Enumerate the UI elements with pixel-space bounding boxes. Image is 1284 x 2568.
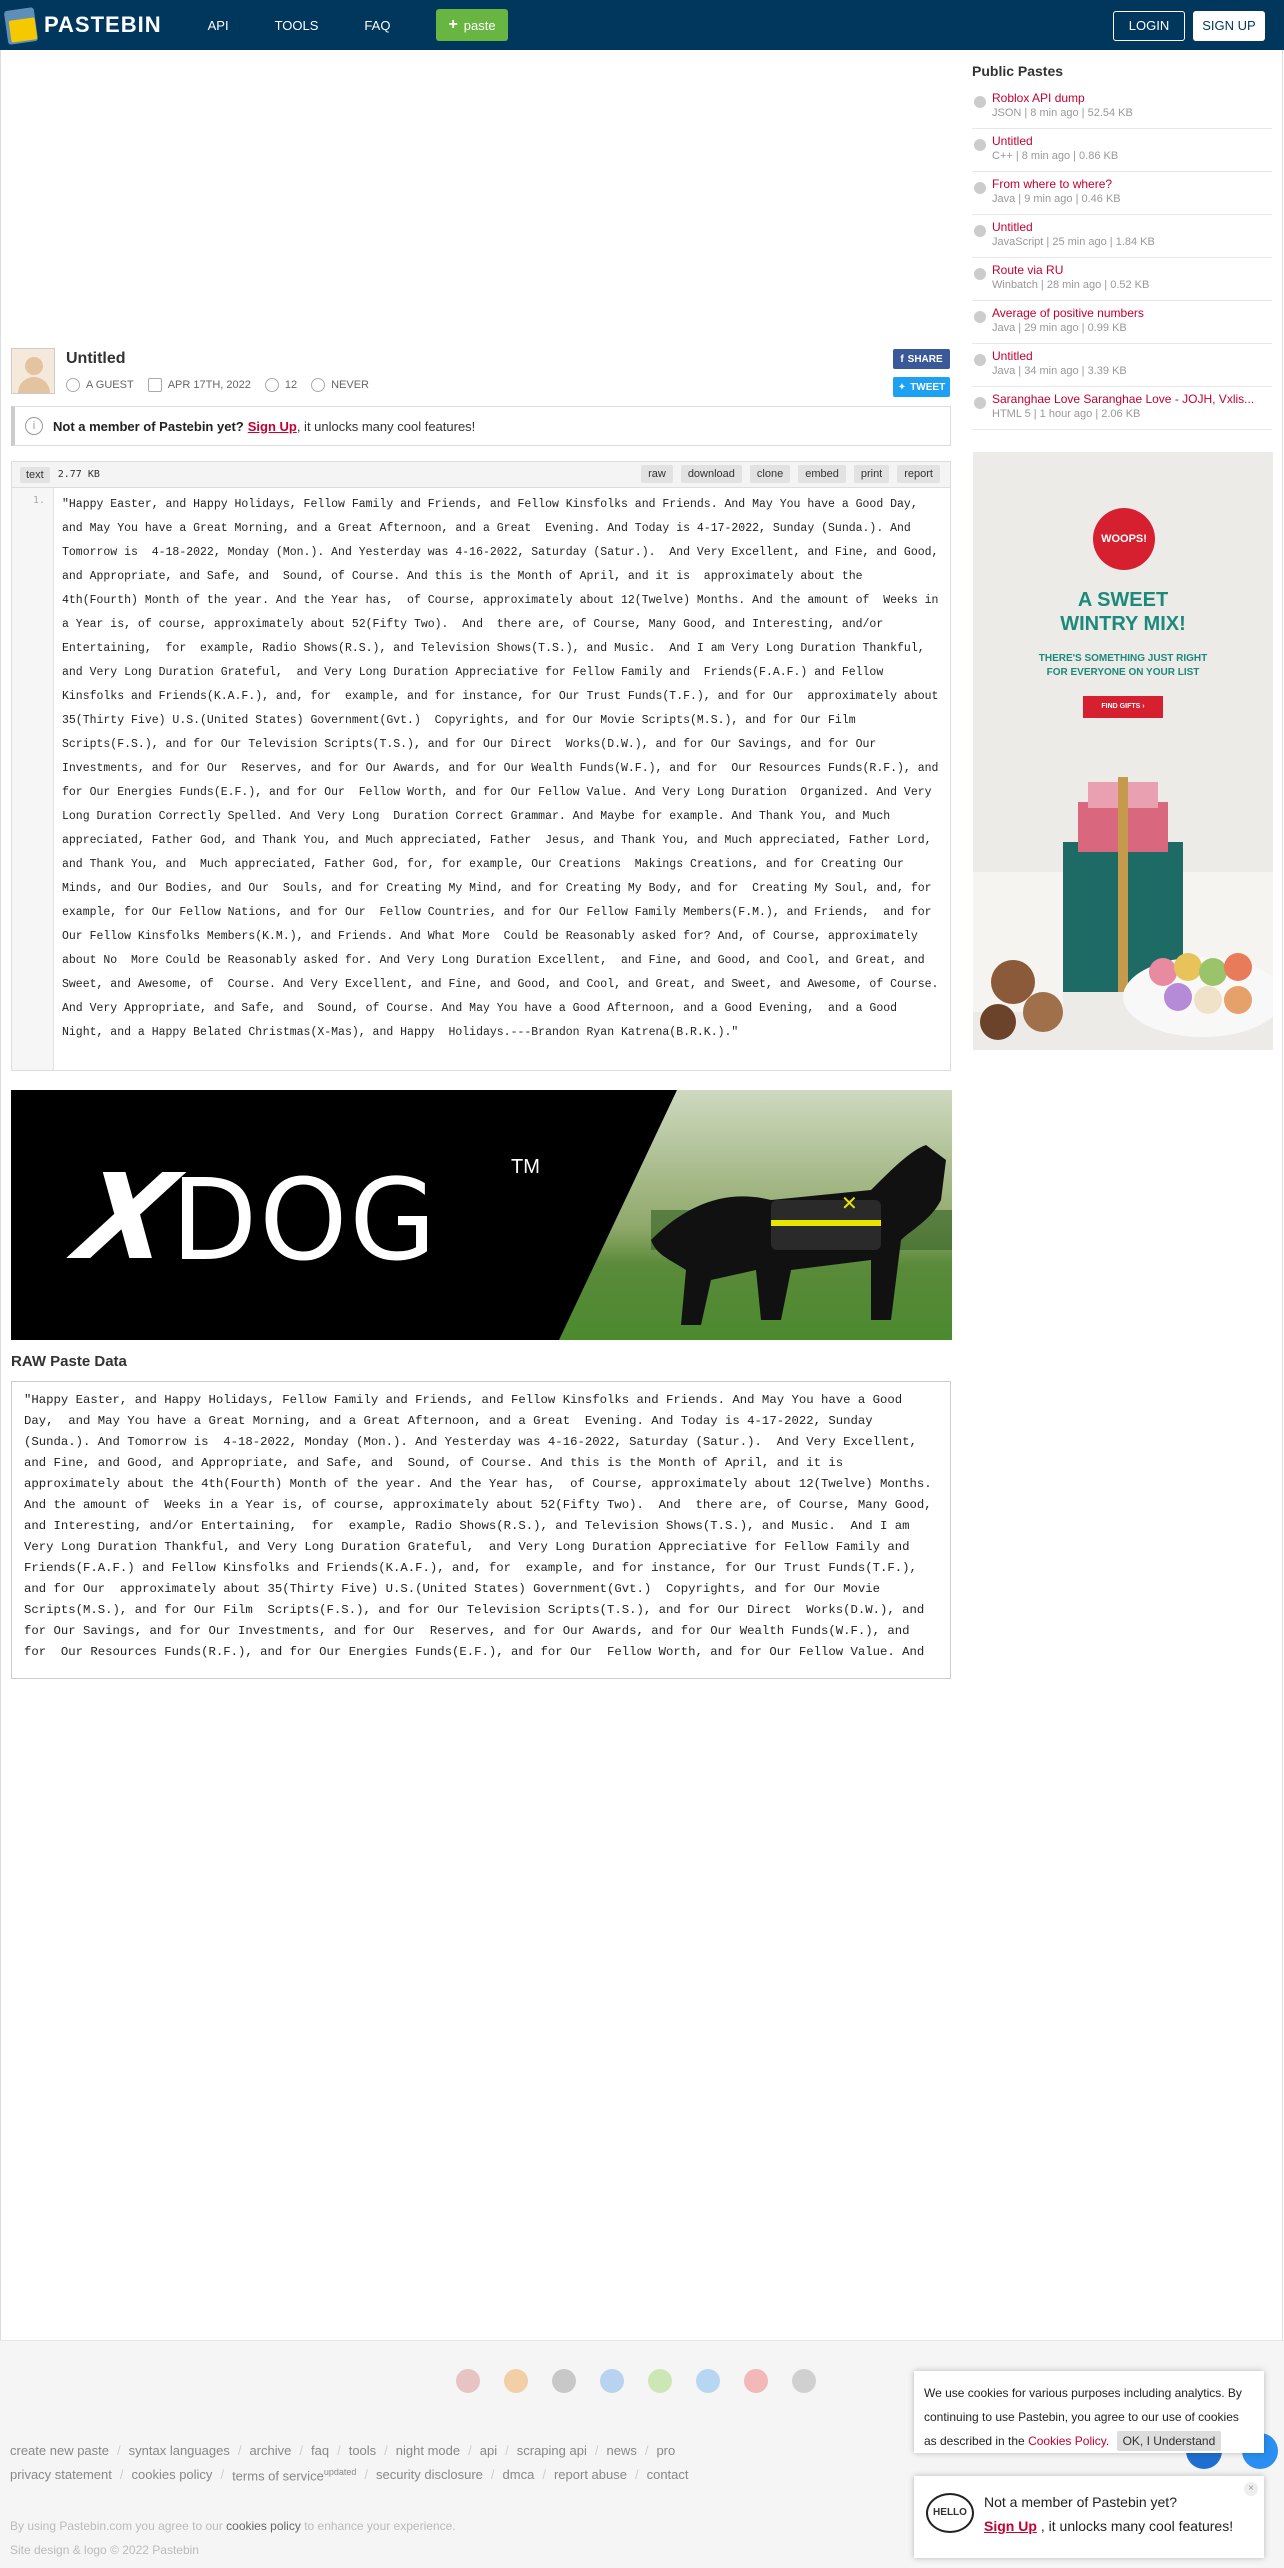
footer-link[interactable]: syntax languages [128,2443,230,2458]
paste-expiry: NEVER [331,379,369,391]
nav-tools[interactable]: TOOLS [274,17,319,33]
paste-views: 12 [284,379,298,391]
paste-size: 2.77 KB [57,469,100,480]
tos-updated-sup: updated [323,2467,357,2477]
ad-headline-line1: A SWEET [1077,589,1169,611]
paste-icon [974,182,986,194]
linux-icon[interactable] [792,2369,816,2393]
member-notice [11,406,951,446]
paste-code-box [11,461,951,1071]
facebook-icon: f [900,353,904,365]
notice-rest: , it unlocks many cool features! [296,418,476,434]
facebook-share-button[interactable] [893,349,950,369]
main-nav [208,9,508,41]
chrome-icon[interactable] [456,2369,480,2393]
paste-meta: Java | 29 min ago | 0.99 KB [992,322,1127,334]
nav-faq[interactable]: FAQ [364,17,391,33]
logo-text: PASTEBIN [44,12,162,37]
code-actions [633,465,940,483]
browser-apps [456,2369,840,2393]
paste-meta: C++ | 8 min ago | 0.86 KB [992,150,1119,162]
paste-meta: JavaScript | 25 min ago | 1.84 KB [992,236,1155,248]
cookie-text: We use cookies for various purposes including analytics. By continuing to use Pastebin, you agree to our use of cookies as described in the [924,2386,1242,2448]
paste-meta [66,378,383,392]
footer-link[interactable]: dmca [502,2467,535,2482]
paste-meta: JSON | 8 min ago | 52.54 KB [992,107,1133,119]
plus-icon: + [448,16,458,33]
paste-link[interactable]: Untitled [992,134,1033,148]
footer-link[interactable]: faq [311,2443,330,2458]
share-label: SHARE [907,353,943,365]
tweet-button[interactable] [893,377,950,397]
paste-meta: Winbatch | 28 min ago | 0.52 KB [992,279,1150,291]
legal-pre: By using Pastebin.com you agree to our [10,2519,223,2533]
close-icon[interactable]: × [1244,2482,1258,2496]
paste-title: Untitled [66,350,126,367]
paste-icon [974,354,986,366]
xdog-logo-x: X [66,1148,187,1286]
paste-meta: HTML 5 | 1 hour ago | 2.06 KB [992,408,1141,420]
paste-author: A GUEST [86,379,134,391]
ad-headline-line2: WINTRY MIX! [1060,613,1186,635]
member-popup [914,2476,1264,2558]
paste-icon [974,96,986,108]
calendar-icon [148,378,162,392]
paste-icon [974,397,986,409]
hello-icon: HELLO [926,2493,974,2533]
raw-paste-title: RAW Paste Data [11,1353,127,1370]
public-pastes-list [972,86,1272,430]
logo-icon [2,5,40,45]
ad-headline [973,588,1273,636]
footer-link[interactable]: contact [646,2467,689,2482]
paste-link[interactable]: Saranghae Love Saranghae Love - JOJH, Vxlis... [992,392,1255,406]
print-button[interactable]: print [854,465,889,483]
line-number: 1. [12,488,54,1070]
footer-link[interactable]: tools [348,2443,377,2458]
cookie-consent [914,2371,1264,2453]
paste-link[interactable]: Average of positive numbers [992,306,1144,320]
footer-copyright: Site design & logo © 2022 Pastebin [10,2543,199,2557]
ad-subheadline [973,652,1273,680]
public-pastes-title: Public Pastes [972,63,1064,79]
xdog-logo-dog: DOG [171,1156,439,1286]
paste-icon [974,139,986,151]
new-paste-button[interactable] [436,9,507,41]
paste-link[interactable]: From where to where? [992,177,1113,191]
footer-links-row1: create new paste / syntax languages / archive / faq / tools / night mode / api / scraping api / news / pro [10,2443,676,2458]
windows-icon[interactable] [600,2369,624,2393]
pastebin-logo[interactable] [0,0,162,50]
twitter-icon: ✦ [897,381,907,393]
xdog-ad-banner[interactable] [11,1090,952,1340]
cookies-policy-link[interactable]: Cookies Policy. [1028,2434,1110,2448]
paste-date: APR 17TH, 2022 [167,379,251,391]
footer-link[interactable]: scraping api [516,2443,587,2458]
list-item [972,258,1272,301]
ios-icon[interactable] [552,2369,576,2393]
android-icon[interactable] [648,2369,672,2393]
paste-link[interactable]: Roblox API dump [992,91,1085,105]
eye-icon [265,378,279,392]
page-border-right [1282,50,1283,2340]
footer-link[interactable] [232,2467,356,2483]
paste-link[interactable]: Untitled [992,349,1033,363]
macos-icon[interactable] [696,2369,720,2393]
footer-legal [10,2519,456,2533]
notice-bold: Not a member of Pastebin yet? [53,418,244,434]
member-popup-rest: , it unlocks many cool features! [1040,2518,1234,2534]
woops-logo: WOOPS! [1093,508,1155,570]
guest-avatar [11,348,55,394]
syntax-tag[interactable]: text [20,467,50,483]
tos-label: terms of service [232,2468,324,2484]
footer-link[interactable]: news [606,2443,637,2458]
list-item [972,172,1272,215]
cookie-ok-button[interactable]: OK, I Understand [1117,2431,1222,2451]
list-item [972,301,1272,344]
paste-icon [974,311,986,323]
cookies-policy-link[interactable]: cookies policy [226,2519,301,2533]
code-toolbar [12,462,950,488]
footer-link[interactable]: create new paste [10,2443,110,2458]
paste-icon [974,268,986,280]
nav-api[interactable]: API [207,17,229,33]
sidebar-ad[interactable] [973,452,1273,1050]
find-gifts-button[interactable]: FIND GIFTS › [1083,696,1163,718]
firefox-icon[interactable] [504,2369,528,2393]
member-popup-line1: Not a member of Pastebin yet? [984,2494,1177,2510]
opera-icon[interactable] [744,2369,768,2393]
expiry-icon [311,378,325,392]
user-icon [66,378,80,392]
legal-post: to enhance your experience. [304,2519,456,2533]
member-popup-signup-link[interactable]: Sign Up [984,2518,1037,2534]
tweet-label: TWEET [910,381,946,393]
clone-button[interactable]: clone [750,465,790,483]
list-item [972,344,1272,387]
paste-icon [974,225,986,237]
signup-button[interactable]: SIGN UP [1193,11,1265,41]
list-item [972,387,1272,430]
new-paste-label: paste [463,17,496,33]
footer-link[interactable]: privacy statement [10,2467,112,2482]
list-item [972,129,1272,172]
code-body [12,488,950,1070]
footer-links-row2: privacy statement / cookies policy / terms of service$^{updated}$ / security disclosure / dmca / report abuse / contact [10,2467,689,2484]
paste-meta: Java | 34 min ago | 3.39 KB [992,365,1127,377]
member-popup-line2 [984,2518,1233,2534]
header-bar [0,0,1284,50]
code-content: "Happy Easter, and Happy Holidays, Fellow Family and Friends, and Fellow Kinsfolks and Friends. And May You have a Good Day, and May You have a Great Morning, and a Great Afternoon, and a Great Evening. And Today is 4-17-2022, Sunday (Sunda.). And Tomorrow is 4-18-2022, Monday (Mon.). And Yesterday was 4-16-2022, Saturday (Satur.). And Very Excellent, and Fine, and Good, and Appropriate, and Safe, and Sound, of Course. And this is the Month of April, and it is approximately about the 4th(Fourth) Month of the year. And the Year has, of Course, approximately about 12(Twelve) Months. And the amount of Weeks in a Year is, of course, approximately about 52(Fifty Two). And there are, of Course, Many Good, and Interesting, and/or Entertaining, for example, Radio Shows(R.S.), and Television Shows(T.S.), and Music. And I am Very Long Duration Thankful, and Very Long Duration Grateful, and Very Long Duration Appreciative for Fellow Family and Friends(F.A.F.) and Fellow Kinsfolks and Friends(K.A.F.), and, for example, and for instance, for Our Trust Funds(T.F.), and for Our approximately about 35(Thirty Five) U.S.(United States) Government(Gvt.) Copyrights, and for Our Movie Scripts(M.S.), and for Our Film Scripts(F.S.), and for Our Television Scripts(T.S.), and for Our Direct Works(D.W.), and for Our Savings, and for Our Investments, and for Our Reserves, and for Our Awards, and for Our Wealth Funds(W.F.), and for Our Resources Funds(R.F.), and for Our Energies Funds(E.F.), and for Our Fellow Worth, and for Our Fellow Value. And Very Long Duration Organized. And Very Long Duration Correctly Spelled. And Very Long Duration Correct Grammar. And Maybe for example. And Thank You, and Much appreciated, Father God, and Thank You, and Much appreciated, Father Jesus, and Thank You, and Much appreciated, Father Lord, and Thank You, and Much appreciated, Father God, for, for example, Our Creations Makings Creations, and for Creating Our Minds, and Our Bodies, and Our Souls, and for Creating My Mind, and for Creating My Body, and for Creating My Soul, and, for example, for Our Fellow Nations, and for Our Fellow Countries, and for Our Fellow Family Members(F.M.), and Friends, and for Our Fellow Kinsfolks Members(K.M.), and Friends. And What More Could be Reasonably asked for? And, of Course, approximately about No More Could be Reasonably asked for. And Very Long Duration Excellent, and Fine, and Good, and Cool, and Great, and Sweet, and Awesome, of Course. And Very Excellent, and Fine, and Good, and Cool, and Great, and Sweet, and Awesome, of Course. And Very Appropriate, and Safe, and Sound, of Course. And May You have a Good Afternoon, and a Good Evening, and a Good Night, and a Happy Belated Christmas(X-Mas), and Happy Holidays.---Brandon Ryan Katrena(B.R.K.)." [62,498,946,1039]
info-icon: i [25,417,43,435]
footer-link[interactable]: security disclosure [375,2467,483,2482]
page-border-left [0,50,1,2340]
login-button[interactable]: LOGIN [1113,11,1185,41]
footer-link[interactable]: api [479,2443,498,2458]
paste-link[interactable]: Route via RU [992,263,1064,277]
footer-link[interactable]: pro [656,2443,676,2458]
footer-link[interactable]: report abuse [553,2467,627,2482]
notice-signup-link[interactable]: Sign Up [247,418,297,434]
xdog-trademark: TM [511,1156,540,1178]
ad-sub-line2: FOR EVERYONE ON YOUR LIST [1046,667,1200,678]
list-item [972,86,1272,129]
footer-link[interactable]: cookies policy [131,2467,213,2482]
paste-meta: Java | 9 min ago | 0.46 KB [992,193,1121,205]
download-button[interactable]: download [681,465,742,483]
raw-paste-content: "Happy Easter, and Happy Holidays, Fellow Family and Friends, and Fellow Kinsfolks and Friends. And May You have a Good Day, and May You have a Great Morning, and a Great Afternoon, and a Great Evening. And Today is 4-17-2022, Sunday (Sunda.). And Tomorrow is 4-18-2022, Monday (Mon.). And Yesterday was 4-16-2022, Saturday (Satur.). And Very Excellent, and Fine, and Good, and Appropriate, and Safe, and Sound, of Course. And this is the Month of April, and it is approximately about the 4th(Fourth) Month of the year. And the Year has, of Course, approximately about 12(Twelve) Months. And the amount of Weeks in a Year is, of course, approximately about 52(Fifty Two). And there are, of Course, Many Good, and Interesting, and/or Entertaining, for example, Radio Shows(R.S.), and Television Shows(T.S.), and Music. And I am Very Long Duration Thankful, and Very Long Duration Grateful, and Very Long Duration Appreciative for Fellow Family and Friends(F.A.F.) and Fellow Kinsfolks and Friends(K.A.F.), and, for example, and for instance, for Our Trust Funds(T.F.), and for Our approximately about 35(Thirty Five) U.S.(United States) Government(Gvt.) Copyrights, and for Our Movie Scripts(M.S.), and for Our Film Scripts(F.S.), and for Our Television Scripts(T.S.), and for Our Direct Works(D.W.), and for Our Savings, and for Our Investments, and for Our Reserves, and for Our Awards, and for Our Wealth Funds(W.F.), and for Our Resources Funds(R.F.), and for Our Energies Funds(E.F.), and for Our Fellow Worth, and for Our Fellow Value. And [24,1393,940,1659]
ad-sub-line1: THERE'S SOMETHING JUST RIGHT [1038,653,1208,664]
report-button[interactable]: report [897,465,940,483]
paste-link[interactable]: Untitled [992,220,1033,234]
raw-button[interactable]: raw [641,465,673,483]
svg-text:✕: ✕ [841,1191,858,1215]
footer-link[interactable]: archive [249,2443,292,2458]
raw-paste-textarea[interactable] [11,1381,951,1679]
footer-link[interactable]: night mode [395,2443,461,2458]
embed-button[interactable]: embed [798,465,846,483]
list-item [972,215,1272,258]
